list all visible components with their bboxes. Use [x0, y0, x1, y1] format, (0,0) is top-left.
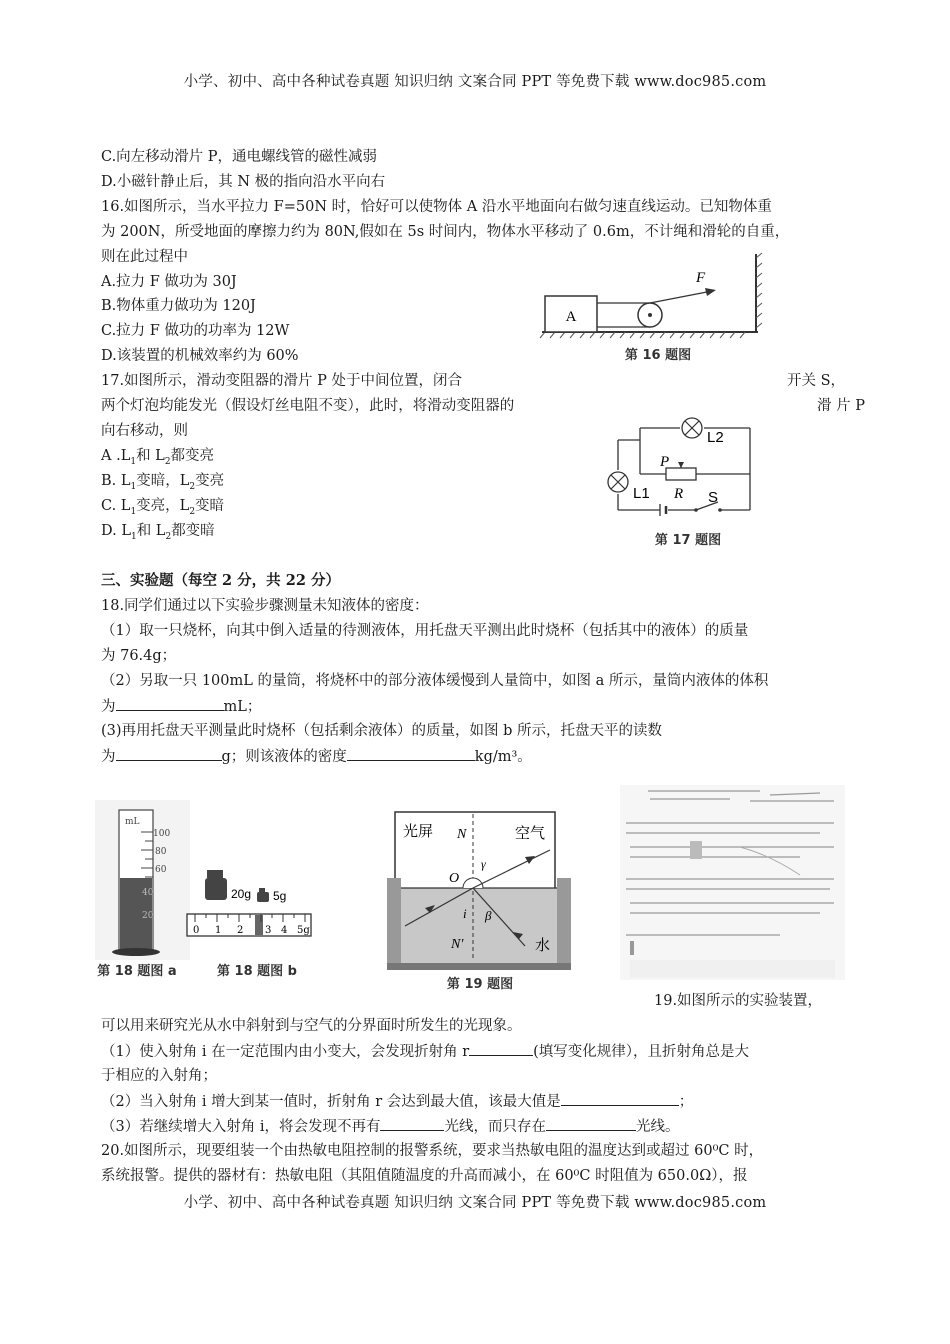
fig18a-tick-60: 60: [155, 865, 167, 875]
q18-step1-line1: （1）取一只烧杯，向其中倒入适量的待测液体，用托盘天平测出此时烧杯（包括其中的液体）的质量: [101, 623, 749, 639]
fig19-screen-label: 光屏: [403, 822, 434, 840]
q18-step2-line2: 为 mL；: [101, 696, 261, 717]
q18-step2-line1: （2）另取一只 100mL 的量筒，将烧杯中的部分液体缓慢到人量筒中，如图 a 所示，量筒内液体的体积: [101, 673, 769, 689]
q19-max-angle-blank[interactable]: [561, 1091, 679, 1106]
q19-remaining-ray-blank[interactable]: [546, 1116, 636, 1131]
q17-stem-line1b: 开关 S，: [787, 373, 846, 389]
fig19-beta-label: β: [485, 908, 492, 923]
fig18b-scale-5g: 5g: [297, 925, 310, 936]
q18-step1-line2: 为 76.4g；: [101, 648, 177, 664]
fig17-l1-label: L1: [633, 485, 650, 502]
q15-option-d: D.小磁针静止后，其 N 极的指向沿水平向右: [101, 174, 386, 190]
fig18b-scale-1: 1: [215, 925, 222, 936]
q18-step3-line2: 为 g；则该液体的密度 kg/m³。: [101, 746, 532, 767]
fig16-caption: 第 16 题图: [624, 348, 692, 363]
fig18b-scale-3: 3: [265, 925, 272, 936]
q18-mass-blank[interactable]: [116, 746, 222, 761]
q17-option-d: D. $L_1$和 $L_2$都变暗: [101, 523, 215, 542]
q20-line2: 系统报警。提供的器材有：热敏电阻（其阻值随温度的升高而减小，在 60⁰C 时阻值为 650.0Ω），报: [101, 1168, 748, 1184]
fig19-i-label: i: [463, 906, 467, 921]
fig19-water-label: 水: [535, 936, 551, 954]
q16-option-c: C.拉力 F 做功的功率为 12W: [101, 323, 290, 339]
fig17-l2-label: L2: [707, 429, 724, 446]
section-3-title: 三、实验题（每空 2 分，共 22 分）: [101, 572, 340, 589]
q15-option-c: C.向左移动滑片 P，通电螺线管的磁性减弱: [101, 149, 378, 165]
fig18b-weight-5g: 5g: [273, 889, 287, 903]
fig18a-tick-20: 20: [142, 911, 154, 921]
fig18a-tick-100: 100: [153, 829, 171, 839]
fig18a-tick-40: 40: [142, 888, 154, 898]
fig16-block-label: A: [565, 309, 577, 325]
q19-part1-line1: （1）使入射角 i 在一定范围内由小变大，会发现折射角 r (填写变化规律），且折射角总是大: [101, 1041, 749, 1062]
fig18b-scale-4: 4: [281, 925, 288, 936]
fig19-nprime-label: N′: [451, 937, 464, 952]
q17-option-a: A $.L_1$和 $L_2$都变亮: [101, 448, 215, 467]
fig18a-tick-80: 80: [155, 847, 167, 857]
figure-17-circuit: [600, 414, 780, 552]
q17-stem-line1a: 17.如图所示，滑动变阻器的滑片 P 处于中间位置，闭合: [101, 373, 463, 389]
fig18b-scale-2: 2: [237, 925, 244, 936]
q16-stem-line2: 为 200N，所受地面的摩擦力约为 80N,假如在 5s 时间内，物体水平移动了 0.6m，不计绳和滑轮的自重，: [101, 224, 790, 240]
q17-stem-line2b: 滑 片 P: [817, 398, 865, 414]
page-header: 小学、初中、高中各种试卷真题 知识归纳 文案合同 PPT 等免费下载 www.doc985.com: [183, 74, 767, 90]
fig18b-scale-0: 0: [193, 925, 200, 936]
q16-option-b: B.物体重力做功为 120J: [101, 298, 256, 314]
figure-20-alarm-blurred: [620, 785, 845, 980]
q16-stem-line1: 16.如图所示，当水平拉力 F=50N 时，恰好可以使物体 A 沿水平地面向右做匀速直线运动。已知物体重: [101, 199, 772, 215]
q19-part1-line2: 于相应的入射角；: [101, 1068, 217, 1084]
fig19-n-label: N: [457, 827, 467, 842]
fig17-caption: 第 17 题图: [654, 533, 722, 548]
page-footer: 小学、初中、高中各种试卷真题 知识归纳 文案合同 PPT 等免费下载 www.doc985.com: [183, 1195, 767, 1211]
q19-refraction-change-blank[interactable]: [469, 1041, 533, 1056]
q18-step3-line1: (3)再用托盘天平测量此时烧杯（包括剩余液体）的质量，如图 b 所示，托盘天平的读数: [101, 723, 663, 739]
q16-stem-line3: 则在此过程中: [101, 249, 188, 265]
fig17-s-label: S: [708, 489, 719, 506]
fig19-air-label: 空气: [515, 824, 546, 842]
fig19-o-label: O: [449, 871, 460, 886]
q19-stem-line2: 可以用来研究光从水中斜射到与空气的分界面时所发生的光现象。: [101, 1018, 522, 1034]
q16-option-a: A.拉力 F 做功为 30J: [101, 274, 237, 290]
fig18a-caption: 第 18 题图 a: [97, 964, 177, 979]
fig19-gamma-label: γ: [481, 857, 486, 871]
fig19-caption: 第 19 题图: [446, 977, 514, 992]
q17-option-c: C. $L_1$变亮，$L_2$变暗: [101, 498, 225, 517]
figure-18b-balance: [185, 860, 325, 985]
q17-stem-line2a: 两个灯泡均能发光（假设灯丝电阻不变），此时，将滑动变阻器的: [101, 398, 515, 414]
q19-stem-line1: 19.如图所示的实验装置，: [654, 993, 823, 1009]
q16-option-d: D.该装置的机械效率约为 60%: [101, 348, 299, 364]
fig18b-weight-20g: 20g: [231, 887, 252, 901]
fig18a-unit: mL: [125, 817, 140, 827]
q20-line1: 20.如图所示，现要组装一个由热敏电阻控制的报警系统，要求当热敏电阻的温度达到或超过 60⁰C 时，: [101, 1143, 764, 1159]
q17-stem-line3: 向右移动，则: [101, 423, 188, 439]
fig17-p-label: P: [660, 454, 670, 470]
figure-19-refraction: [385, 808, 585, 998]
figure-16-pulley: [530, 252, 770, 370]
fig17-r-label: R: [674, 486, 684, 502]
q19-part2: （2）当入射角 i 增大到某一值时，折射角 r 会达到最大值，该最大值是 ；: [101, 1091, 693, 1112]
q17-option-b: B. $L_1$变暗，$L_2$变亮: [101, 473, 225, 492]
fig16-force-label: F: [696, 270, 706, 286]
q19-missing-ray-blank[interactable]: [380, 1116, 444, 1131]
q18-stem: 18.同学们通过以下实验步骤测量未知液体的密度：: [101, 598, 429, 614]
figure-18a-cylinder: [95, 800, 190, 985]
q18-density-blank[interactable]: [347, 746, 475, 761]
q18-volume-blank[interactable]: [116, 696, 224, 711]
q19-part3: （3）若继续增大入射角 i，将会发现不再有 光线，而只存在 光线。: [101, 1116, 679, 1137]
fig18b-caption: 第 18 题图 b: [217, 964, 297, 979]
